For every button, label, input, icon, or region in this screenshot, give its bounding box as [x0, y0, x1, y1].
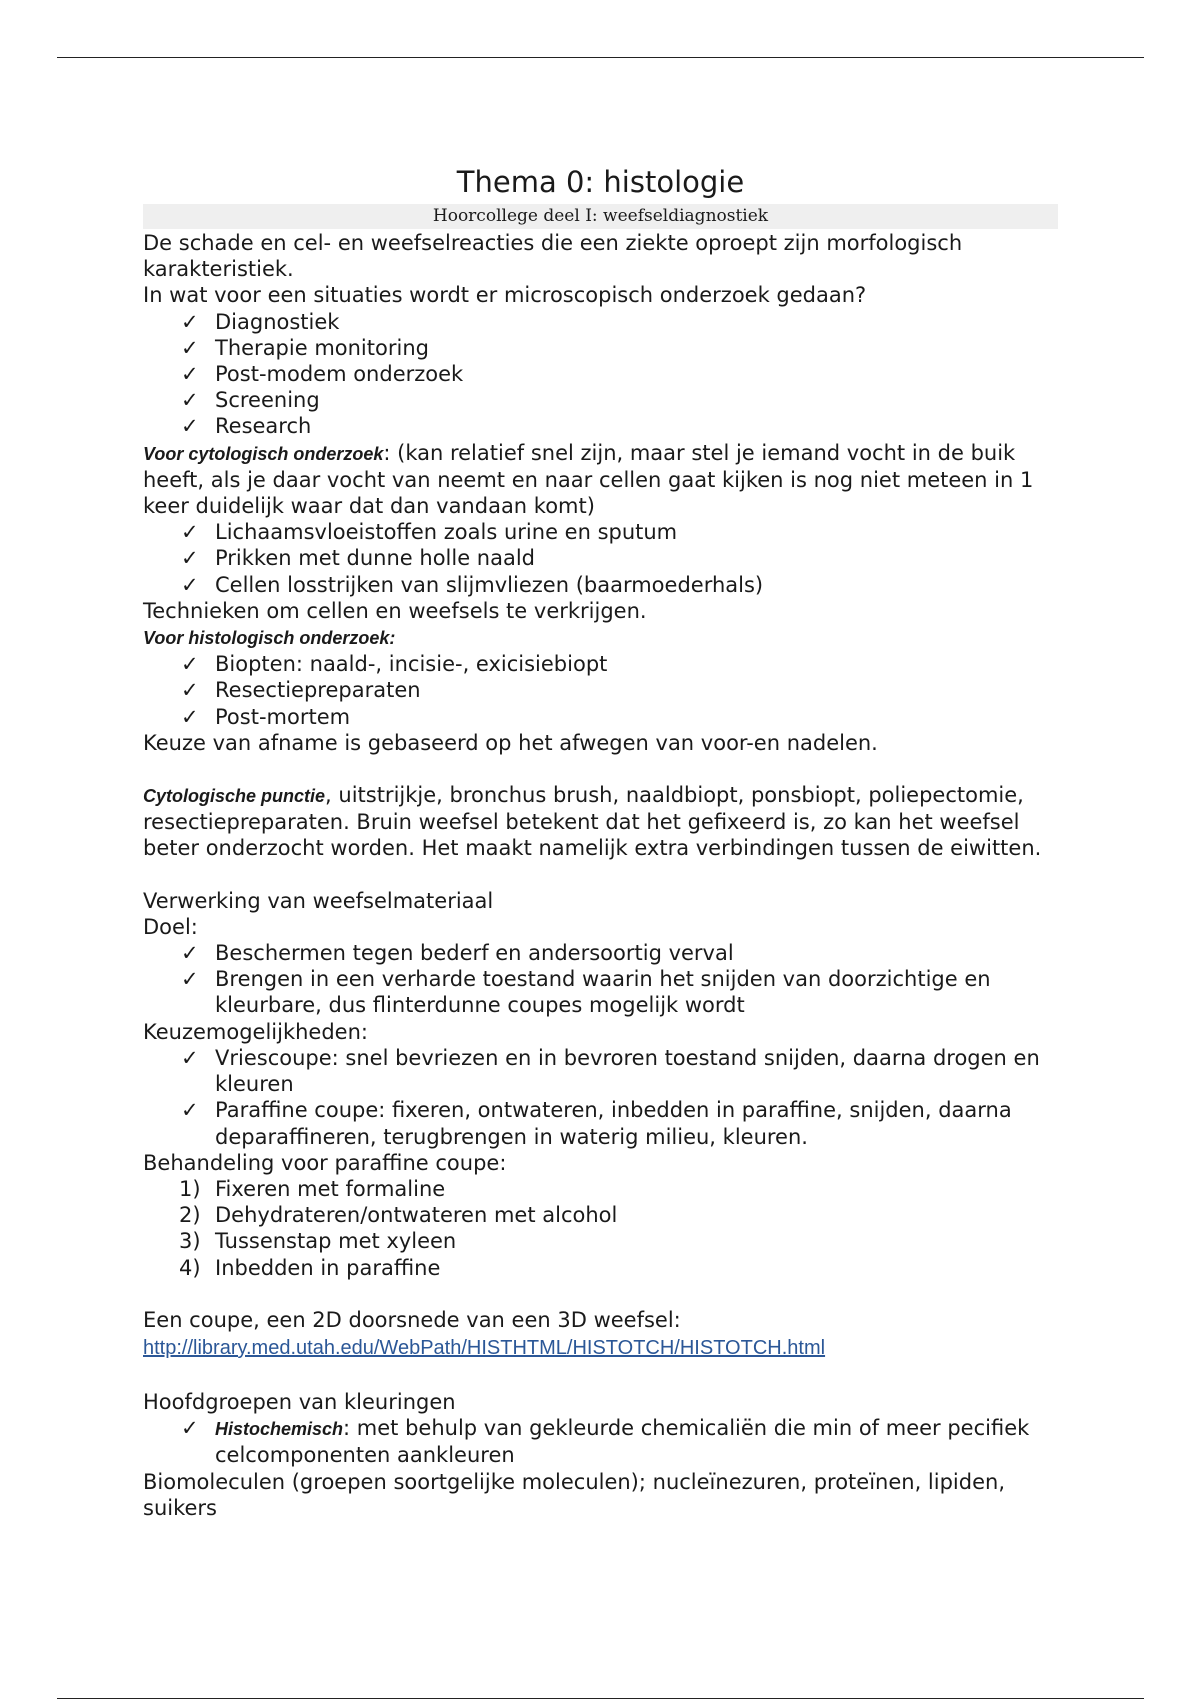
- list-item: ✓ Resectiepreparaten: [181, 678, 421, 703]
- check-icon: ✓: [181, 1045, 199, 1070]
- section-subheading: Hoorcollege deel I: weefseldiagnostiek: [143, 204, 1058, 229]
- list-item: 1) Fixeren met formaline: [179, 1176, 446, 1201]
- check-icon: ✓: [181, 967, 199, 992]
- check-icon: ✓: [181, 1098, 199, 1123]
- histo-paragraph: [143, 624, 1058, 651]
- staining-heading: Hoofdgroepen van kleuringen: [143, 1389, 456, 1414]
- techniques-paragraph: Technieken om cellen en weefsels te verkrijgen.: [143, 598, 647, 623]
- list-item: ✓ Biopten: naald-, incisie-, exicisiebiopt: [181, 652, 608, 677]
- cyto-label: Voor cytologisch onderzoek: [143, 443, 384, 464]
- histotech-link[interactable]: http://library.med.utah.edu/WebPath/HISTHTML/HISTOTCH/HISTOTCH.html: [143, 1336, 826, 1359]
- biomolecules-paragraph: Biomoleculen (groepen soortgelijke moleculen); nucleïnezuren, proteïnen, lipiden, suikers: [143, 1469, 1005, 1520]
- check-icon: ✓: [181, 362, 199, 387]
- list-item: 2) Dehydrateren/ontwateren met alcohol: [179, 1203, 618, 1228]
- options-list: [143, 1045, 1058, 1150]
- goal-label: Doel:: [143, 914, 198, 939]
- check-icon: ✓: [181, 520, 199, 545]
- choice-paragraph: Keuze van afname is gebaseerd op het afwegen van voor-en nadelen.: [143, 730, 878, 755]
- staining-list: [143, 1415, 1058, 1468]
- page-title: Thema 0: histologie: [456, 165, 745, 199]
- treatment-steps: [143, 1176, 1058, 1281]
- check-icon: ✓: [181, 335, 199, 360]
- list-item: ✓ Therapie monitoring: [181, 335, 429, 360]
- list-item: ✓ Research: [181, 414, 312, 439]
- list-item: ✓ Vriescoupe: snel bevriezen en in bevroren toestand snijden, daarna drogen en kleuren: [181, 1045, 1040, 1097]
- document-page: [143, 160, 1058, 1521]
- check-icon: ✓: [181, 652, 199, 677]
- punctie-paragraph: Cytologische punctie, uitstrijkje, bronchus brush, naaldbiopt, ponsbiopt, poliepectomie, resectiepreparaten. Bruin weefsel betekent dat het gefixeerd is, zo kan het weefsel beter onderzocht worden. Het maakt namelijk extra verbindingen tussen de eiwitten.: [143, 783, 1042, 861]
- list-item: ✓ Lichaamsvloeistoffen zoals urine en sputum: [181, 520, 678, 545]
- options-label: Keuzemogelijkheden:: [143, 1019, 368, 1044]
- list-item: ✓ Beschermen tegen bederf en andersoortig verval: [181, 941, 734, 966]
- list-item: 4) Inbedden in paraffine: [179, 1255, 441, 1280]
- list-item: ✓ Post-mortem: [181, 704, 351, 729]
- check-icon: ✓: [181, 572, 199, 597]
- check-icon: ✓: [181, 1416, 199, 1441]
- coupe-paragraph: Een coupe, een 2D doorsnede van een 3D weefsel:: [143, 1307, 681, 1332]
- treatment-label: Behandeling voor paraffine coupe:: [143, 1150, 507, 1175]
- check-icon: ✓: [181, 678, 199, 703]
- list-item: ✓ Cellen losstrijken van slijmvliezen (baarmoederhals): [181, 572, 764, 597]
- processing-heading: Verwerking van weefselmateriaal: [143, 888, 494, 913]
- check-icon: ✓: [181, 941, 199, 966]
- footer-rule: [57, 1698, 1144, 1699]
- check-icon: ✓: [181, 704, 199, 729]
- list-item: ✓ Screening: [181, 388, 320, 413]
- intro-paragraph-2: In wat voor een situaties wordt er microscopisch onderzoek gedaan?: [143, 283, 867, 308]
- list-item: ✓ Prikken met dunne holle naald: [181, 546, 536, 571]
- histo-label: Voor histologisch onderzoek:: [143, 628, 396, 649]
- check-icon: ✓: [181, 546, 199, 571]
- check-icon: ✓: [181, 309, 199, 334]
- goals-list: [143, 940, 1058, 1019]
- check-icon: ✓: [181, 388, 199, 413]
- intro-paragraph-1: De schade en cel- en weefselreacties die een ziekte oproept zijn morfologisch karakteristiek.: [143, 231, 963, 282]
- cyto-paragraph: Voor cytologisch onderzoek: (kan relatief snel zijn, maar stel je iemand vocht in de buik heeft, als je daar vocht van neemt en naar cellen gaat kijken is nog niet meteen in 1 keer duidelijk waar dat dan vandaan komt): [143, 440, 1034, 519]
- list-item: ✓ Paraffine coupe: fixeren, ontwateren, inbedden in paraffine, snijden, daarna deparaffineren, terugbrengen in waterig milieu, kleuren.: [181, 1098, 1012, 1149]
- punctie-label: Cytologische punctie: [143, 786, 326, 807]
- staining-item-label: Histochemisch: [215, 1419, 344, 1440]
- situations-list: [143, 309, 1058, 440]
- header-rule: [57, 57, 1144, 58]
- check-icon: ✓: [181, 414, 199, 439]
- list-item: 3) Tussenstap met xyleen: [179, 1229, 457, 1254]
- list-item: ✓ Diagnostiek: [181, 309, 340, 334]
- histo-list: [143, 651, 1058, 730]
- list-item: ✓ Histochemisch: met behulp van gekleurde chemicaliën die min of meer pecifiek celcomponenten aankleuren: [181, 1416, 1030, 1468]
- list-item: ✓ Brengen in een verharde toestand waarin het snijden van doorzichtige en kleurbare, dus flinterdunne coupes mogelijk wordt: [181, 967, 991, 1018]
- cyto-list: [143, 519, 1058, 598]
- list-item: ✓ Post-modem onderzoek: [181, 362, 464, 387]
